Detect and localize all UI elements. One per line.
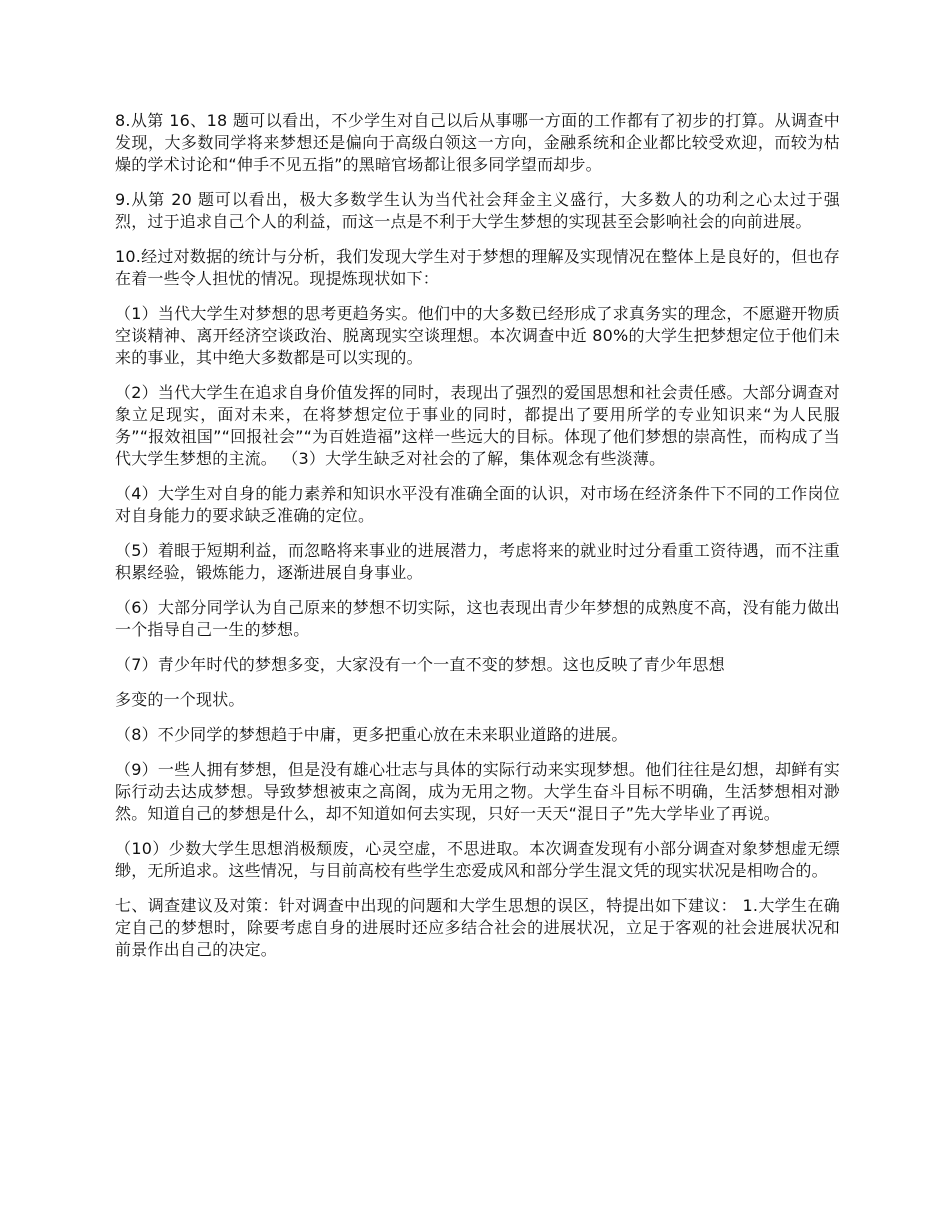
paragraph-status-10: （10）少数大学生思想消极颓废，心灵空虚，不思进取。本次调查发现有小部分调查对象梦想虚无缥缈，无所追求。这些情况，与目前高校有些学生恋爱成风和部分学生混文凭的现实状况是相吻合的。	[115, 839, 840, 880]
paragraph-status-7: （7）青少年时代的梦想多变，大家没有一个一直不变的梦想。这也反映了青少年思想	[115, 655, 725, 674]
paragraph-status-5: （5）着眼于短期利益，而忽略将来事业的进展潜力，考虑将来的就业时过分看重工资待遇，而不注重积累经验，锻炼能力，逐渐进展自身事业。	[115, 541, 840, 582]
paragraph-status-1: （1）当代大学生对梦想的思考更趋务实。他们中的大多数已经形成了求真务实的理念，不愿避开物质空谈精神、离开经济空谈政治、脱离现实空谈理想。本次调查中近 80%的大学生把梦想定位于他们未来的事业，其中绝大多数都是可以实现的。	[115, 304, 840, 367]
paragraph-item-9: 9.从第 20 题可以看出，极大多数学生认为当代社会拜金主义盛行，大多数人的功利之心太过于强烈，过于追求自己个人的利益，而这一点是不利于大学生梦想的实现甚至会影响社会的向前进展。	[115, 190, 840, 231]
paragraph-status-7-continued: 多变的一个现状。	[115, 690, 245, 709]
paragraph-status-4: （4）大学生对自身的能力素养和知识水平没有准确全面的认识，对市场在经济条件下不同的工作岗位对自身能力的要求缺乏准确的定位。	[115, 484, 840, 525]
document-body	[115, 110, 840, 974]
paragraph-suggestions: 七、调查建议及对策：针对调查中出现的问题和大学生思想的误区，特提出如下建议： 1.大学生在确定自己的梦想时，除要考虑自身的进展时还应多结合社会的进展状况，立足于客观的社会进展状况和前景作出自己的决定。	[115, 896, 840, 959]
paragraph-status-8: （8）不少同学的梦想趋于中庸，更多把重心放在未来职业道路的进展。	[115, 725, 628, 744]
paragraph-item-10: 10.经过对数据的统计与分析，我们发现大学生对于梦想的理解及实现情况在整体上是良好的，但也存在着一些令人担忧的情况。现提炼现状如下：	[115, 247, 840, 288]
paragraph-status-6: （6）大部分同学认为自己原来的梦想不切实际，这也表现出青少年梦想的成熟度不高，没有能力做出一个指导自己一生的梦想。	[115, 598, 840, 639]
paragraph-status-2-3: （2）当代大学生在追求自身价值发挥的同时，表现出了强烈的爱国思想和社会责任感。大部分调查对象立足现实，面对未来，在将梦想定位于事业的同时，都提出了要用所学的专业知识来“为人民服务”“报效祖国”“回报社会”“为百姓造福”这样一些远大的目标。体现了他们梦想的崇高性，而构成了当代大学生梦想的主流。 （3）大学生缺乏对社会的了解，集体观念有些淡薄。	[115, 383, 840, 468]
paragraph-item-8: 8.从第 16、18 题可以看出，不少学生对自己以后从事哪一方面的工作都有了初步的打算。从调查中发现，大多数同学将来梦想还是偏向于高级白领这一方向，金融系统和企业都比较受欢迎，而较为枯燥的学术讨论和“伸手不见五指”的黑暗官场都让很多同学望而却步。	[115, 111, 840, 174]
paragraph-status-9: （9）一些人拥有梦想，但是没有雄心壮志与具体的实际行动来实现梦想。他们往往是幻想，却鲜有实际行动去达成梦想。导致梦想被束之高阁，成为无用之物。大学生奋斗目标不明确，生活梦想相对渺然。知道自己的梦想是什么，却不知道如何去实现，只好一天天“混日子”先大学毕业了再说。	[115, 760, 840, 823]
